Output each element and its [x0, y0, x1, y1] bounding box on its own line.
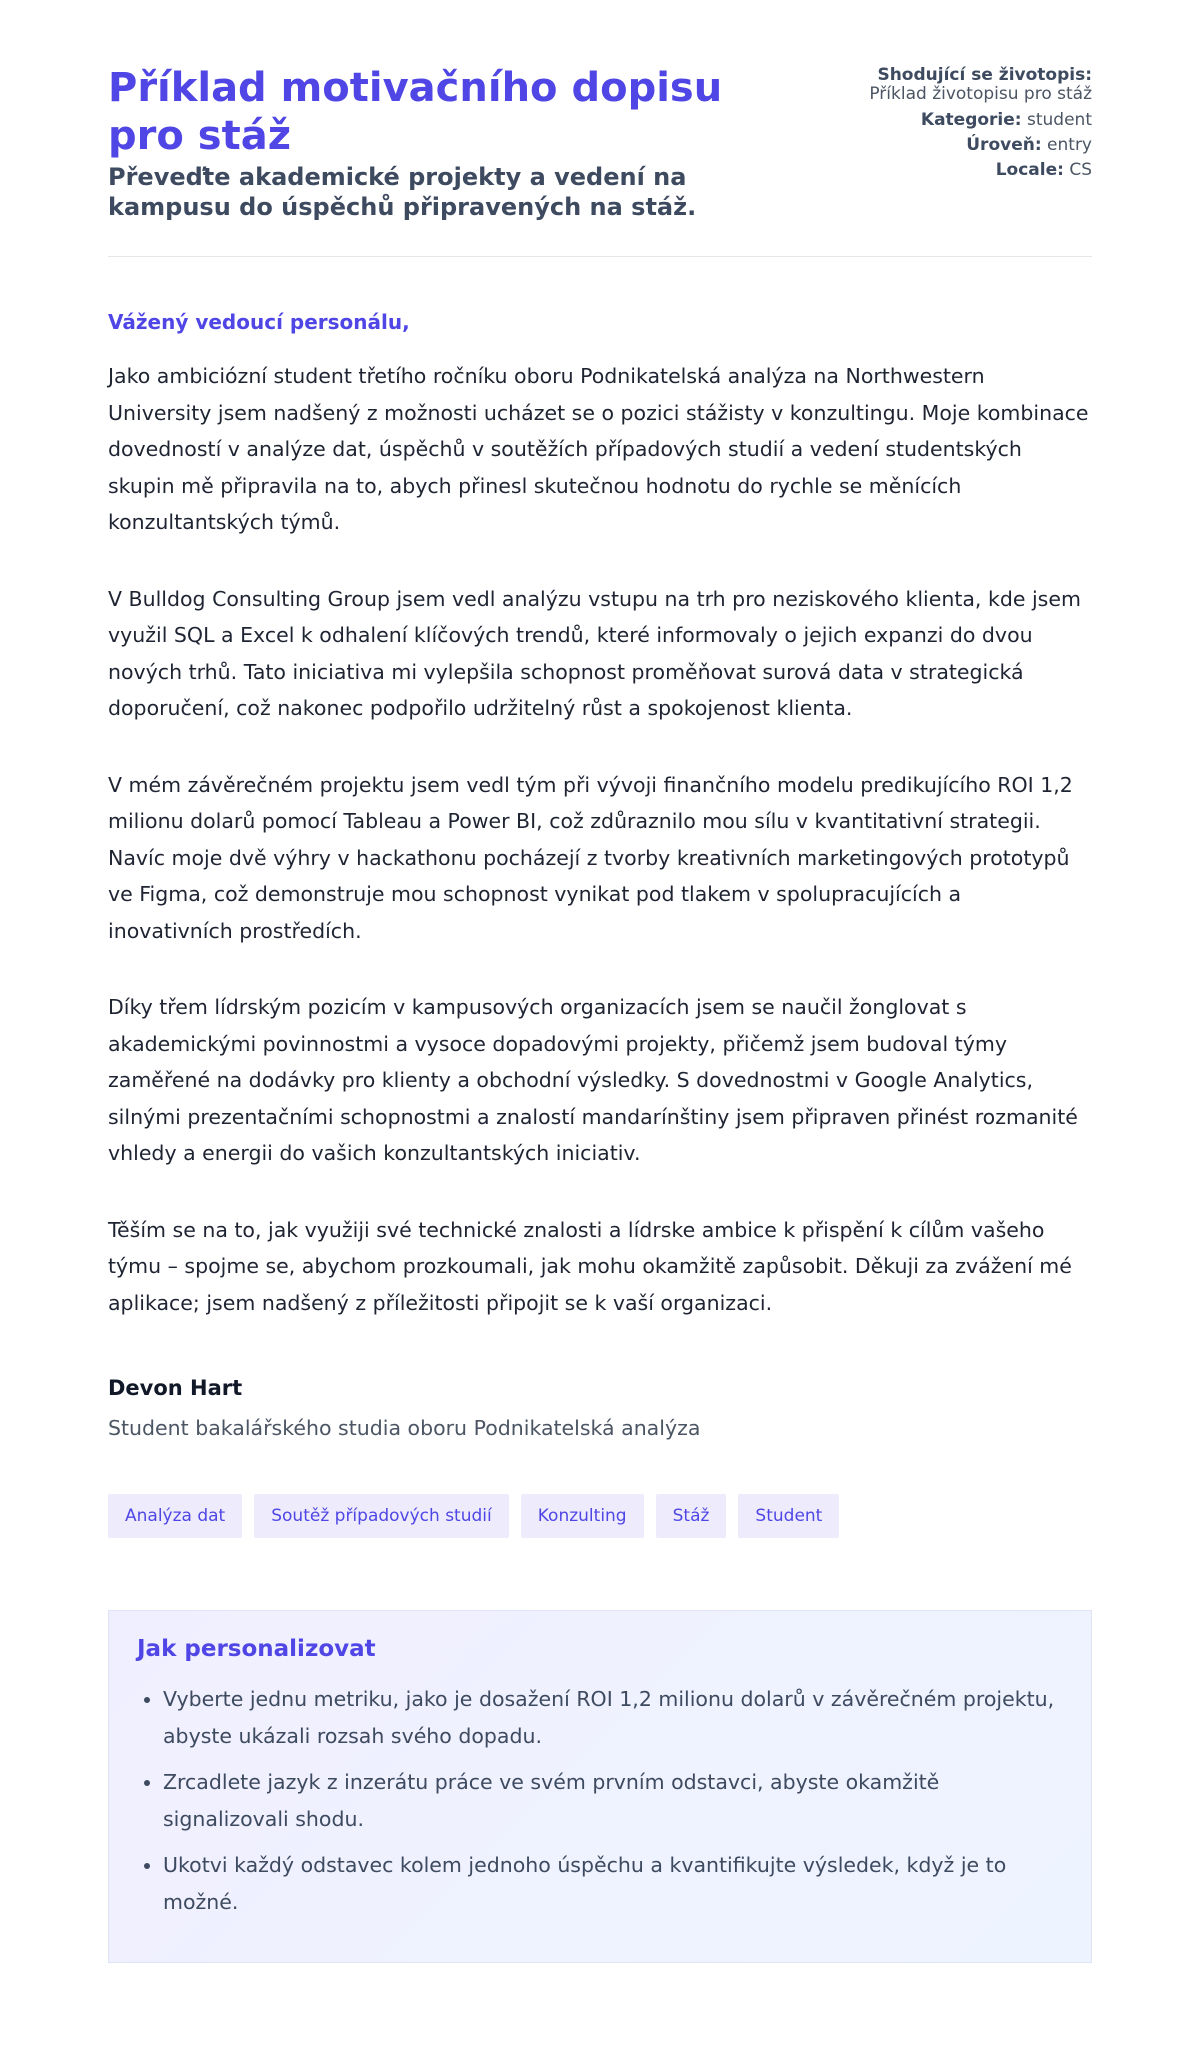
- header-titles: [108, 64, 783, 222]
- letter-paragraph: V Bulldog Consulting Group jsem vedl analýzu vstupu na trh pro neziskového klienta, kde jsem využil SQL a Excel k odhalení klíčových trendů, které informovaly o jejich expanzi do dvou nových trhů. Tato iniciativa mi vylepšila schopnost proměňovat surová data v strategická doporučení, což nakonec podpořilo udržitelný růst a spokojenost klienta.: [108, 586, 1081, 720]
- tip-item: • Vyberte jednu metriku, jako je dosažení ROI 1,2 milionu dolarů v závěrečném projektu, abyste ukázali rozsah svého dopadu.: [163, 1681, 1063, 1755]
- level-label: Úroveň:: [966, 135, 1042, 155]
- tag-student[interactable]: Student: [738, 1494, 839, 1538]
- tip-item: • Ukotvi každý odstavec kolem jednoho úspěchu a kvantifikujte výsledek, když je to možné.: [163, 1847, 1063, 1921]
- tag-consulting[interactable]: Konzulting: [521, 1494, 644, 1538]
- tag-list: [108, 1494, 1092, 1538]
- letter-paragraph: Díky třem lídrským pozicím v kampusových organizacích jsem se naučil žonglovat s akademickými povinnostmi a vysoce dopadovými projekty, přičemž jsem budoval týmy zaměřené na dodávky pro klienty a obchodní výsledky. S dovednostmi v Google Analytics, silnými prezentačními schopnostmi a znalostí mandarínštiny jsem připraven přinést rozmanité vhledy a energii do vašich konzultantských iniciativ.: [108, 995, 1078, 1165]
- meta-panel: [783, 64, 1092, 183]
- tag-data-analysis[interactable]: Analýza dat: [108, 1494, 242, 1538]
- meta-level: [783, 133, 1092, 158]
- signature-name: Devon Hart: [108, 1376, 243, 1400]
- tips-title: Jak personalizovat: [137, 1636, 376, 1662]
- letter-paragraph: Těším se na to, jak využiji své technické znalosti a lídrske ambice k přispění k cílům vašeho týmu – spojme se, abychom prozkoumali, jak mohu okamžitě zapůsobit. Děkuji za zvážení mé aplikace; jsem nadšený z příležitosti připojit se k vaší organizaci.: [108, 1217, 1072, 1315]
- level-value: entry: [1047, 135, 1092, 155]
- page-subtitle: Převeďte akademické projekty a vedení na kampusu do úspěchů připravených na stáž.: [108, 163, 697, 221]
- signature-role: Student bakalářského studia oboru Podnikatelská analýza: [108, 1416, 701, 1440]
- personalization-tips-box: [108, 1610, 1092, 1963]
- tip-item: • Zrcadlete jazyk z inzerátu práce ve svém prvním odstavci, abyste okamžitě signalizovali shodu.: [163, 1764, 1063, 1838]
- category-value: student: [1027, 110, 1092, 130]
- meta-category: [783, 108, 1092, 133]
- matching-resume-link[interactable]: Příklad životopisu pro stáž: [869, 84, 1092, 104]
- tag-internship[interactable]: Stáž: [656, 1494, 727, 1538]
- letter-paragraph: V mém závěrečném projektu jsem vedl tým při vývoji finančního modelu predikujícího ROI 1,2 milionu dolarů pomocí Tableau a Power BI, což zdůraznilo mou sílu v kvantitativní strategii. Navíc moje dvě výhry v hackathonu pocházejí z tvorby kreativních marketingových prototypů ve Figma, což demonstruje mou schopnost vynikat pod tlakem v spolupracujících a inovativních prostředích.: [108, 772, 1073, 943]
- header-divider: [108, 256, 1092, 257]
- meta-locale: [783, 158, 1092, 183]
- tips-list: [137, 1681, 1063, 1921]
- matching-resume-label: Shodující se životopis:: [877, 65, 1092, 85]
- tag-case-competition[interactable]: Soutěž případových studií: [254, 1494, 509, 1538]
- letter-paragraph: Jako ambiciózní student třetího ročníku oboru Podnikatelská analýza na Northwestern University jsem nadšený z možnosti ucházet se o pozici stážisty v konzultingu. Moje kombinace dovedností v analýze dat, úspěchů v soutěžích případových studií a vedení studentských skupin mě připravila na to, abych přinesl skutečnou hodnotu do rychle se měnících konzultantských týmů.: [108, 364, 1089, 534]
- letter-body: [108, 358, 1092, 1321]
- page-header: [108, 64, 1092, 222]
- letter-salutation: Vážený vedoucí personálu,: [108, 310, 410, 334]
- page-title: Příklad motivačního dopisu pro stáž: [108, 65, 723, 159]
- locale-label: Locale:: [995, 160, 1064, 180]
- category-label: Kategorie:: [920, 110, 1022, 130]
- locale-value: CS: [1069, 160, 1092, 180]
